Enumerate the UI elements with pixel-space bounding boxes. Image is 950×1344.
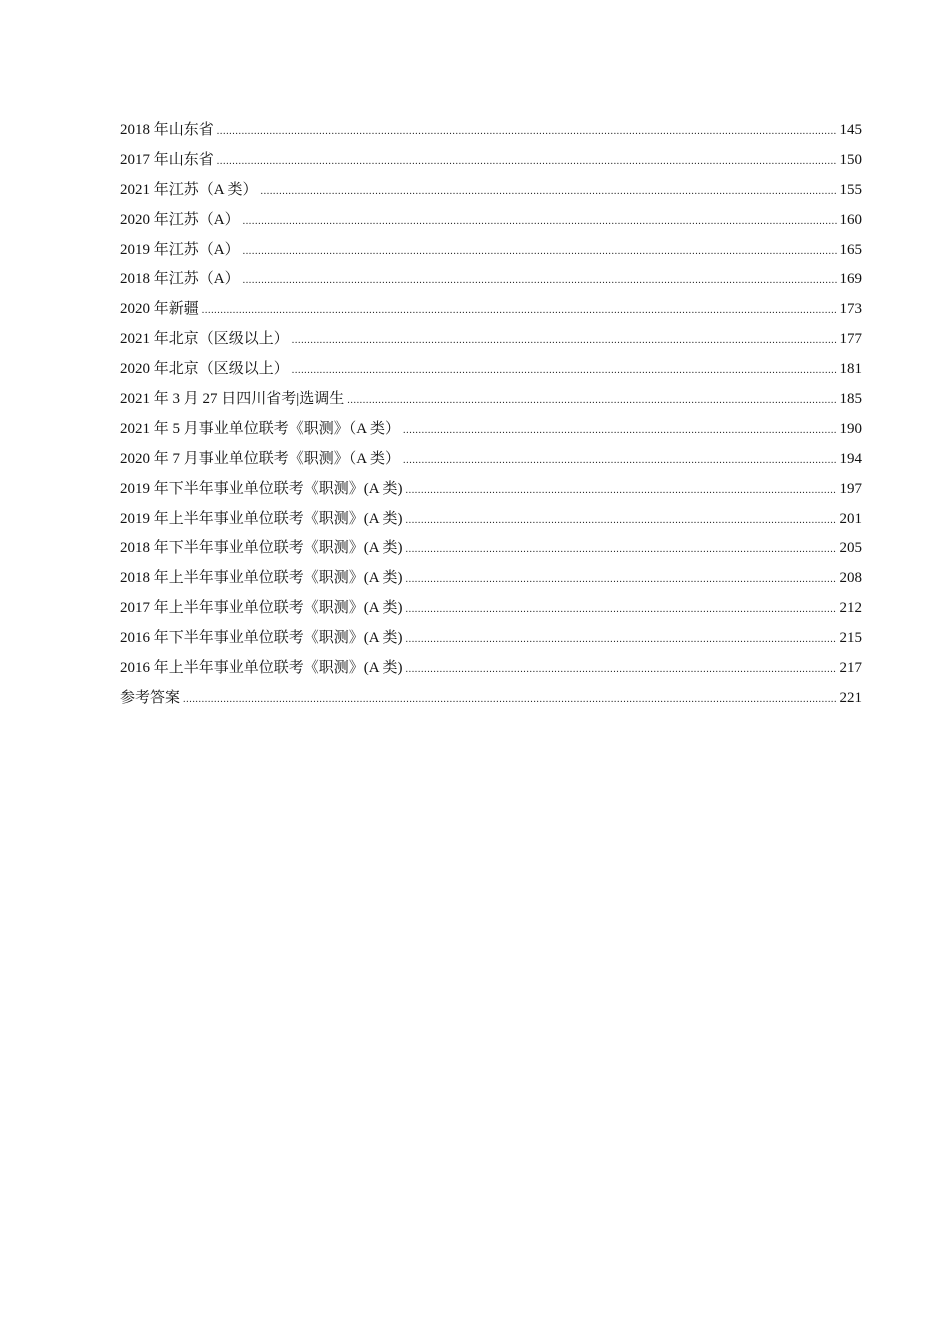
toc-entry[interactable] [120, 536, 862, 566]
toc-entry[interactable] [120, 208, 862, 238]
dot-leader [183, 693, 836, 707]
dot-leader [406, 603, 837, 617]
toc-entry-title: 参考答案 [120, 689, 181, 706]
dot-leader [202, 304, 837, 318]
toc-entry-title: 2018 年下半年事业单位联考《职测》(A 类) [120, 540, 403, 557]
toc-entry-page: 190 [839, 420, 862, 437]
toc-entry-title: 2020 年新疆 [120, 301, 199, 318]
toc-entry[interactable] [120, 477, 862, 507]
dot-leader [217, 125, 837, 139]
toc-entry-page: 217 [839, 660, 862, 677]
toc-entry-page: 201 [839, 510, 862, 527]
dot-leader [217, 155, 837, 169]
toc-entry-title: 2021 年 5 月事业单位联考《职测》（A 类） [120, 420, 401, 437]
toc-entry[interactable] [120, 626, 862, 656]
toc-entry[interactable] [120, 297, 862, 327]
toc-entry-title: 2019 年江苏（A） [120, 241, 240, 258]
toc-entry[interactable] [120, 148, 862, 178]
toc-entry[interactable] [120, 507, 862, 537]
toc-entry-page: 215 [839, 630, 862, 647]
toc-entry-title: 2020 年北京（区级以上） [120, 361, 289, 378]
toc-entry[interactable] [120, 686, 862, 716]
toc-entry-title: 2018 年江苏（A） [120, 271, 240, 288]
dot-leader [406, 663, 837, 677]
dot-leader [347, 394, 836, 408]
dot-leader [243, 215, 837, 229]
toc-entry-title: 2018 年山东省 [120, 122, 214, 138]
toc-entry-page: 205 [839, 540, 862, 557]
toc-entry-page: 197 [839, 480, 862, 497]
dot-leader [243, 245, 837, 259]
toc-entry-title: 2021 年北京（区级以上） [120, 331, 289, 348]
toc-entry-page: 145 [839, 122, 862, 138]
toc-entry-title: 2017 年上半年事业单位联考《职测》(A 类) [120, 600, 403, 617]
toc-entry-title: 2016 年下半年事业单位联考《职测》(A 类) [120, 630, 403, 647]
toc-entry-title: 2017 年山东省 [120, 151, 214, 168]
toc-entry-page: 212 [839, 600, 862, 617]
toc-entry-page: 169 [839, 271, 862, 288]
toc-entry-page: 173 [839, 301, 862, 318]
dot-leader [243, 274, 837, 288]
toc-entry[interactable] [120, 178, 862, 208]
toc-entry-title: 2019 年上半年事业单位联考《职测》(A 类) [120, 510, 403, 527]
toc-entry-title: 2019 年下半年事业单位联考《职测》(A 类) [120, 480, 403, 497]
toc-entry-title: 2021 年江苏（A 类） [120, 181, 258, 198]
table-of-contents [120, 118, 862, 716]
dot-leader [403, 454, 836, 468]
toc-entry[interactable] [120, 417, 862, 447]
toc-entry-page: 150 [839, 151, 862, 168]
toc-entry-page: 165 [839, 241, 862, 258]
toc-entry-page: 177 [839, 331, 862, 348]
toc-entry-page: 185 [839, 391, 862, 408]
dot-leader [406, 514, 837, 528]
toc-entry[interactable] [120, 387, 862, 417]
dot-leader [406, 543, 837, 557]
toc-entry-title: 2016 年上半年事业单位联考《职测》(A 类) [120, 660, 403, 677]
toc-entry[interactable] [120, 596, 862, 626]
toc-entry-title: 2020 年江苏（A） [120, 211, 240, 228]
toc-entry[interactable] [120, 267, 862, 297]
dot-leader [261, 185, 837, 199]
toc-entry[interactable] [120, 656, 862, 686]
dot-leader [403, 424, 836, 438]
dot-leader [292, 364, 837, 378]
toc-entry[interactable] [120, 118, 862, 148]
dot-leader [406, 633, 837, 647]
toc-entry[interactable] [120, 327, 862, 357]
toc-entry-page: 181 [839, 361, 862, 378]
toc-entry-page: 194 [839, 450, 862, 467]
toc-entry[interactable] [120, 566, 862, 596]
toc-entry[interactable] [120, 238, 862, 268]
toc-entry[interactable] [120, 357, 862, 387]
dot-leader [292, 334, 837, 348]
toc-entry-title: 2021 年 3 月 27 日四川省考|选调生 [120, 391, 345, 408]
toc-entry-page: 160 [839, 211, 862, 228]
dot-leader [406, 484, 837, 498]
toc-entry-title: 2020 年 7 月事业单位联考《职测》（A 类） [120, 450, 401, 467]
toc-entry[interactable] [120, 447, 862, 477]
dot-leader [406, 573, 837, 587]
toc-entry-title: 2018 年上半年事业单位联考《职测》(A 类) [120, 570, 403, 587]
toc-entry-page: 221 [839, 689, 862, 706]
toc-entry-page: 208 [839, 570, 862, 587]
toc-entry-page: 155 [839, 181, 862, 198]
